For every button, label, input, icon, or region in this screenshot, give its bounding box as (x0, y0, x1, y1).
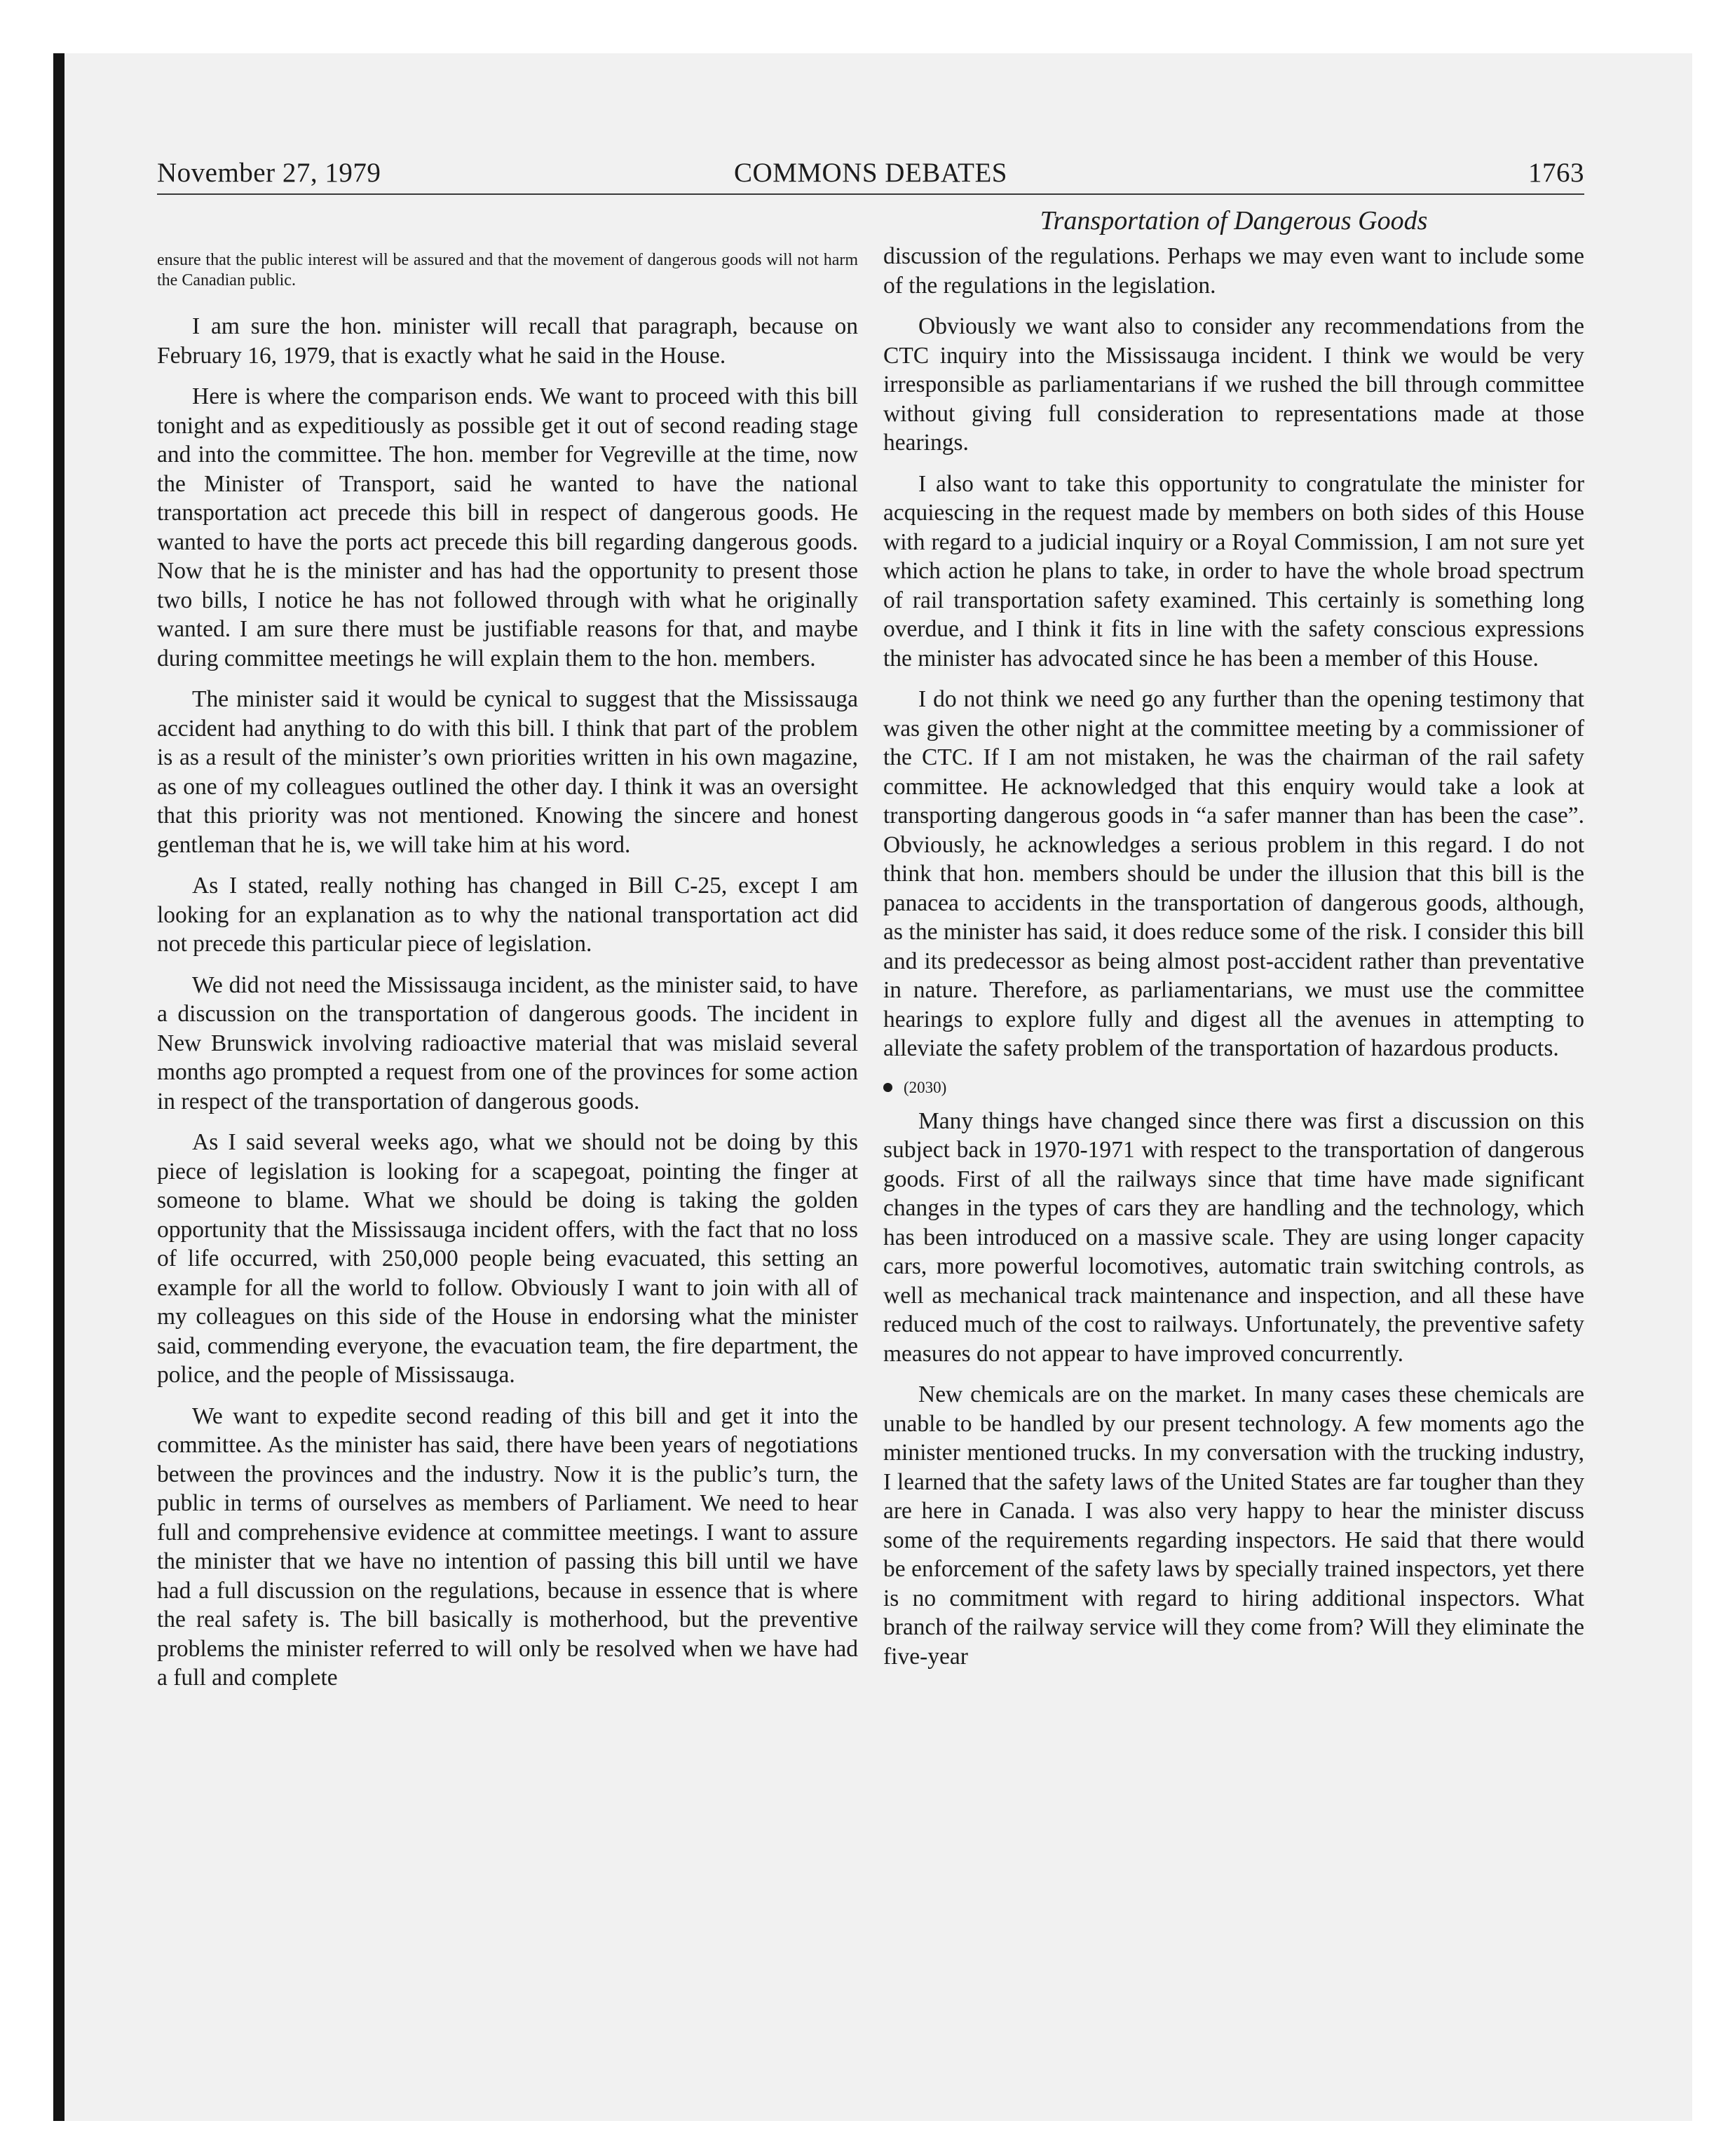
header-date: November 27, 1979 (157, 158, 381, 188)
time-marker (883, 1077, 1584, 1098)
paragraph: We did not need the Mississauga incident, as the minister said, to have a discussion on the transportation of dangerous goods. The incident in New Brunswick involving radioactive material that was mislaid several months ago prompted a request from one of the provinces for some action in respect of the transportation of dangerous goods. (157, 971, 858, 1114)
paragraph: Obviously we want also to consider any recommendations from the CTC inquiry into the Mississauga incident. I think we would be very irresponsible as parliamentarians if we rushed the bill through committee without giving full consideration to representations made at those hearings. (883, 313, 1584, 456)
paragraph: As I said several weeks ago, what we should not be doing by this piece of legislation is looking for a scapegoat, pointing the finger at someone to blame. What we should be doing is taking the golden opportunity that the Mississauga incident offers, with the fact that no loss of life occurred, with 250,000 people being evacuated, this setting an example for all the world to follow. Obviously I want to join with all of my colleagues on this side of the House in endorsing what the minister said, commending everyone, the evacuation team, the fire department, the police, and the people of Mississauga. (157, 1129, 858, 1388)
time-marker-label: (2030) (904, 1078, 947, 1096)
paragraph-continued: discussion of the regulations. Perhaps we may even want to include some of the regulations in the legislation. (883, 243, 1584, 299)
paragraph: We want to expedite second reading of this bill and get it into the committee. As the minister has said, there have been years of negotiations between the provinces and the industry. Now it is the public’s turn, the public in terms of ourselves as members of Parliament. We need to hear full and comprehensive evidence at committee meetings. I want to assure the minister that we have no intention of passing this bill until we have had a full discussion on the regulations, because in essence that is where the real safety is. The bill basically is motherhood, but the preventive problems the minister referred to will only be resolved when we have had a full and complete (157, 1403, 858, 1691)
header-page-number: 1763 (1528, 158, 1584, 188)
right-column (883, 242, 1584, 1683)
quoted-passage: ensure that the public interest will be assured and that the movement of dangerous goods will not harm the Canadian public. (157, 251, 858, 289)
paragraph: Many things have changed since there was first a discussion on this subject back in 1970-1971 with respect to the transportation of dangerous goods. First of all the railways since that time have made significant changes in the types of cars they are handling and the technology, which has been introduced on a massive scale. They are using longer capacity cars, more powerful locomotives, automatic train switching controls, as well as mechanical track maintenance and inspection, and all these have reduced much of the cost to railways. Unfortunately, the preventive safety measures do not appear to have improved concurrently. (883, 1107, 1584, 1367)
paragraph: Here is where the comparison ends. We want to proceed with this bill tonight and as expeditiously as possible get it out of second reading stage and into the committee. The hon. member for Vegreville at the time, now the Minister of Transport, said he wanted to have the national transportation act precede this bill in respect of dangerous goods. He wanted to have the ports act precede this bill regarding dangerous goods. Now that he is the minister and has had the opportunity to present those two bills, I notice he has not followed through with what he originally wanted. I am sure there must be justifiable reasons for that, and maybe during committee meetings he will explain them to the hon. members. (157, 383, 858, 671)
running-head: Transportation of Dangerous Goods (1040, 206, 1428, 236)
paragraph: I do not think we need go any further than the opening testimony that was given the other night at the committee meeting by a commissioner of the CTC. If I am not mistaken, he was the chairman of the rail safety committee. He acknowledged that this enquiry would take a look at transporting dangerous goods in “a safer manner than has been the case”. Obviously, he acknowledges a serious problem in this regard. I do not think that hon. members should be under the illusion that this bill is the panacea to accidents in the transportation of dangerous goods, although, as the minister has said, it does reduce some of the risk. I consider this bill and its predecessor as being almost post-accident rather than preventative in nature. Therefore, as parliamentarians, we must use the committee hearings to explore fully and digest all the avenues in attempting to alleviate the safety problem of the transportation of hazardous products. (883, 686, 1584, 1061)
paragraph: I also want to take this opportunity to congratulate the minister for acquiescing in the request made by members on both sides of this House with regard to a judicial inquiry or a Royal Commission, I am not sure yet which action he plans to take, in order to have the whole broad spectrum of rail transportation safety examined. This certainly is something long overdue, and I think it fits in line with the safety conscious expressions the minister has advocated since he has been a member of this House. (883, 470, 1584, 671)
page-header (157, 153, 1584, 195)
header-publication: COMMONS DEBATES (734, 158, 1007, 188)
paragraph: As I stated, really nothing has changed in Bill C-25, except I am looking for an explanation as to why the national transportation act did not precede this particular piece of legislation. (157, 873, 858, 957)
bullet-icon (883, 1083, 892, 1092)
paragraph: New chemicals are on the market. In many cases these chemicals are unable to be handled by our present technology. A few moments ago the minister mentioned trucks. In my conversation with the trucking industry, I learned that the safety laws of the United States are far tougher than they are here in Canada. I was also very happy to hear the minister discuss some of the requirements regarding inspectors. He said that there would be enforcement of the safety laws by specially trained inspectors, yet there is no commitment with regard to hiring additional inspectors. What branch of the railway service will they come from? Will they eliminate the five-year (883, 1381, 1584, 1670)
paragraph: I am sure the hon. minister will recall that paragraph, because on February 16, 1979, that is exactly what he said in the House. (157, 313, 858, 369)
paragraph: The minister said it would be cynical to suggest that the Mississauga accident had anything to do with this bill. I think that part of the problem is as a result of the minister’s own priorities written in his own magazine, as one of my colleagues outlined the other day. I think it was an oversight that this priority was not mentioned. Knowing the sincere and honest gentleman that he is, we will take him at his word. (157, 686, 858, 858)
left-column (157, 242, 858, 1705)
